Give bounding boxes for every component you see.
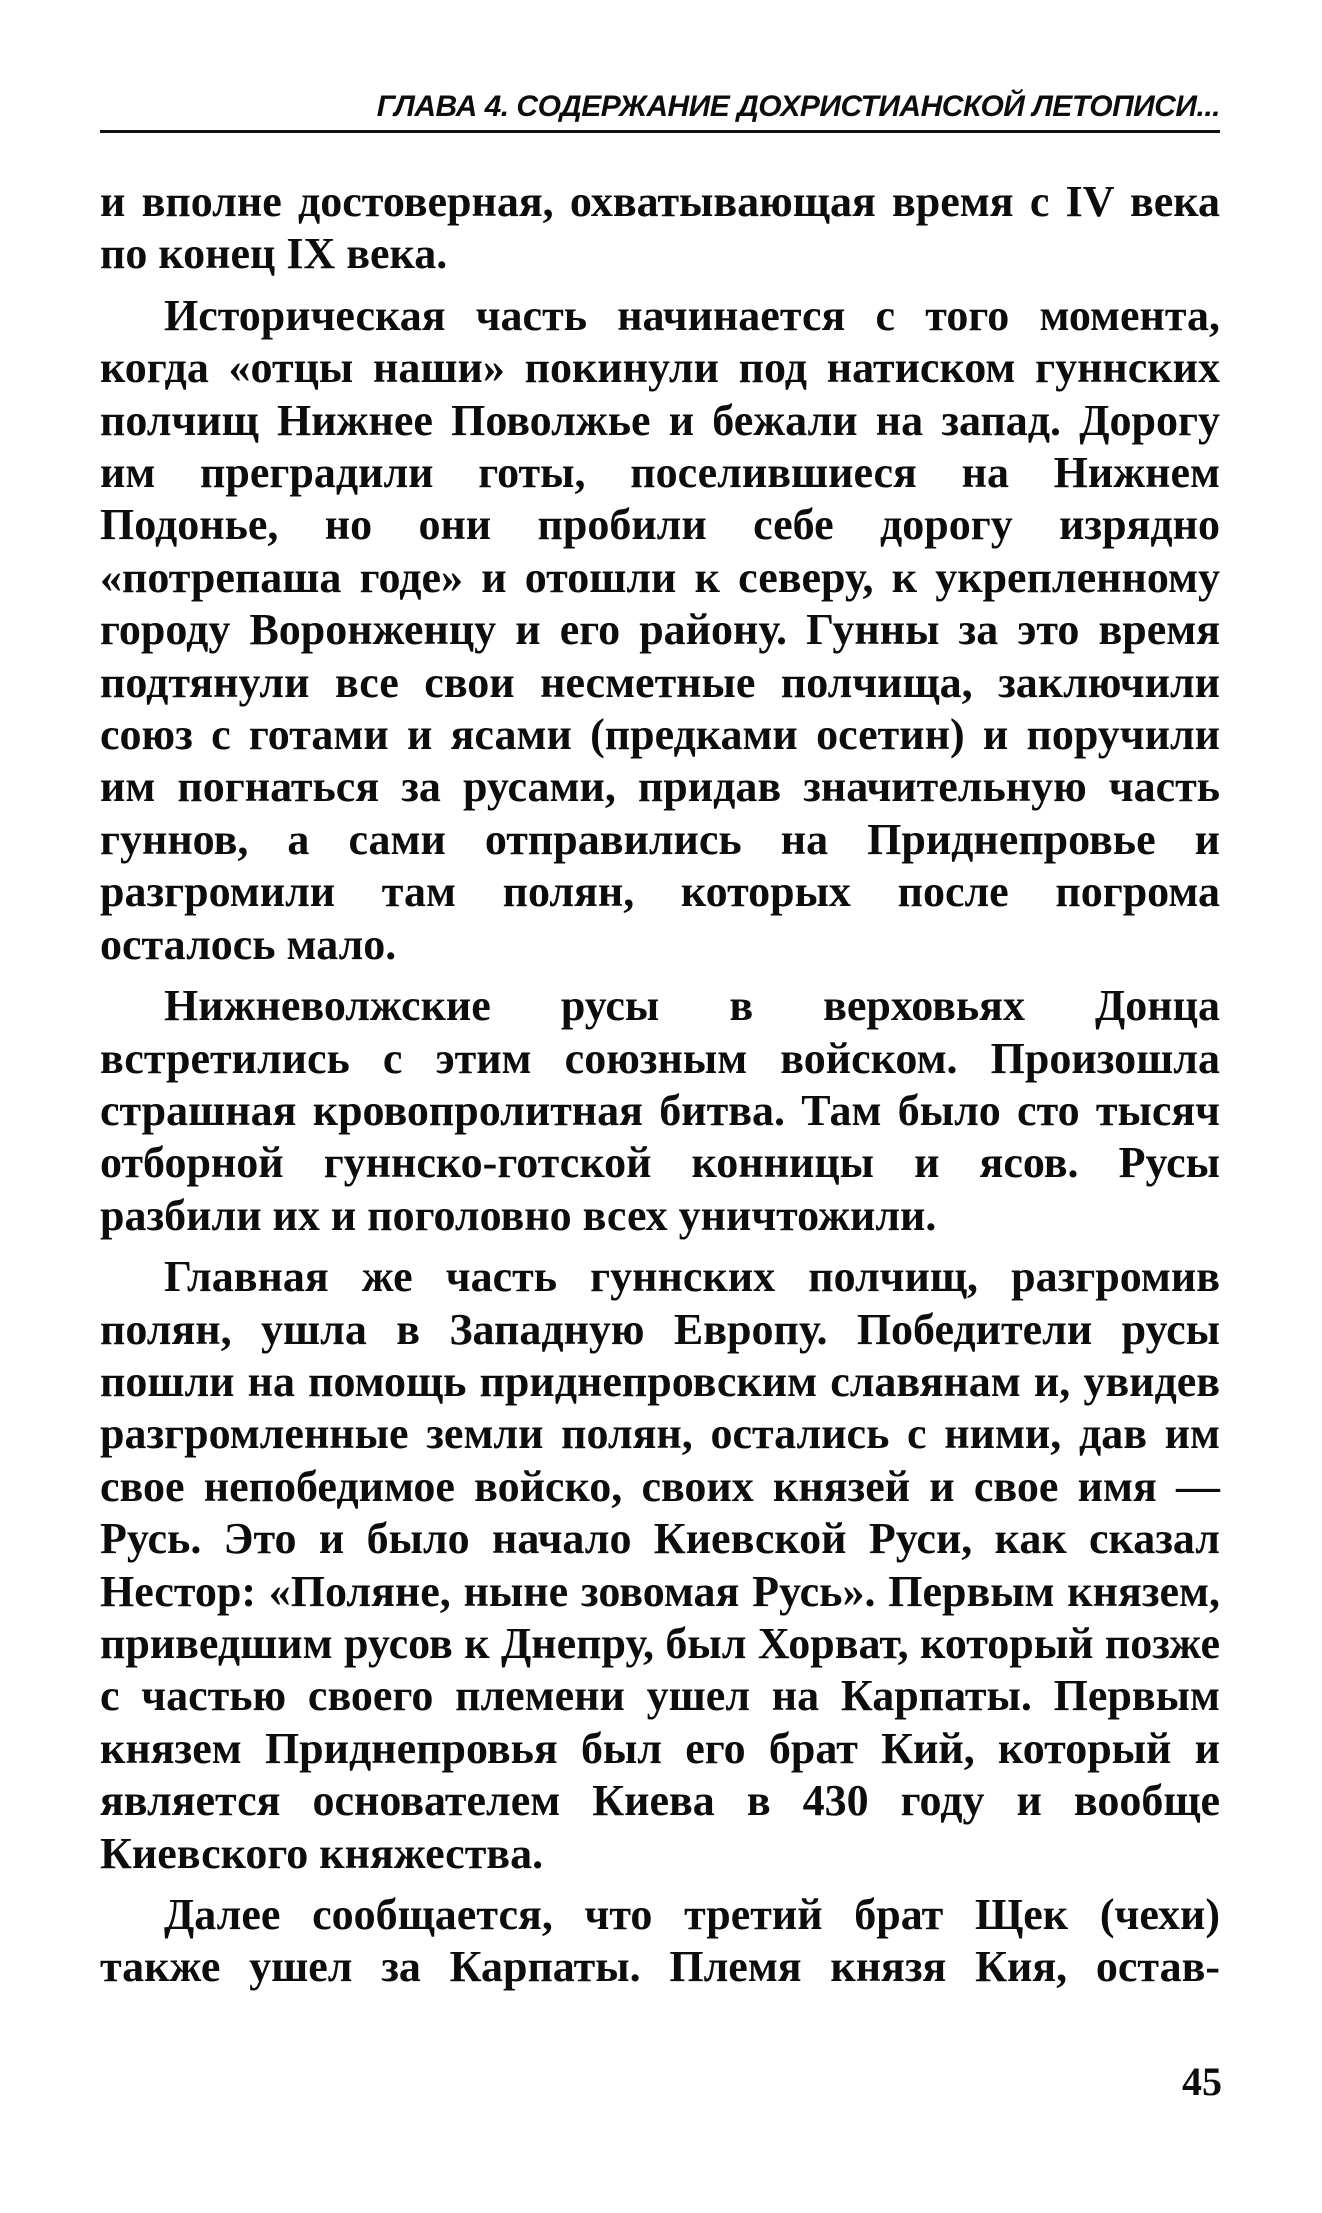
page-number: 45 (1182, 2059, 1222, 2104)
paragraph-5: Далее сообщается, что третий брат Щек (чехи) также ушел за Карпаты. Племя князя Кия, остав- (100, 1890, 1220, 1992)
paragraph-2: Историческая часть начинается с того момента, когда «отцы наши» покинули под натиском гуннских полчищ Нижнее Поволжье и бежали на запад. Дорогу им преградили готы, поселившиеся на Нижнем Подонье, но они пробили себе дорогу изрядно «потрепаша годе» и отошли к северу, к укрепленному городу Воронженцу и его району. Гунны за это время подтянули все свои несметные полчища, заключили союз с готами и ясами (предками осетин) и поручили им погнаться за русами, придав значительную часть гуннов, а сами отправились на Приднепровье и разгромили там полян, которых после погрома осталось мало. (100, 290, 1220, 969)
paragraph-3: Нижневолжские русы в верховьях Донца встретились с этим союзным войском. Произошла страшная кровопролитная битва. Там было сто тысяч отборной гуннско-готской конницы и ясов. Русы разбили их и поголовно всех уничтожили. (100, 981, 1220, 1240)
paragraph-1: и вполне достоверная, охватывающая время с IV века по конец IX века. (100, 177, 1220, 279)
paragraph-4: Главная же часть гуннских полчищ, разгромив полян, ушла в Западную Европу. Победители русы пошли на помощь приднепровским славянам и, увидев разгромленные земли полян, остались с ними, дав им свое непобедимое войско, своих князей и свое имя — Русь. Это и было начало Киевской Руси, как сказал Нестор: «Поляне, ныне зовомая Русь». Первым князем, приведшим русов к Днепру, был Хорват, который позже с частью своего племени ушел на Карпаты. Первым князем Приднепровья был его брат Кий, который и является основателем Киева в 430 году и вообще Киевского княжества. (100, 1252, 1220, 1878)
body-text (100, 176, 1220, 2003)
running-header: ГЛАВА 4. СОДЕРЖАНИЕ ДОХРИСТИАНСКОЙ ЛЕТОПИСИ... (100, 84, 1220, 133)
